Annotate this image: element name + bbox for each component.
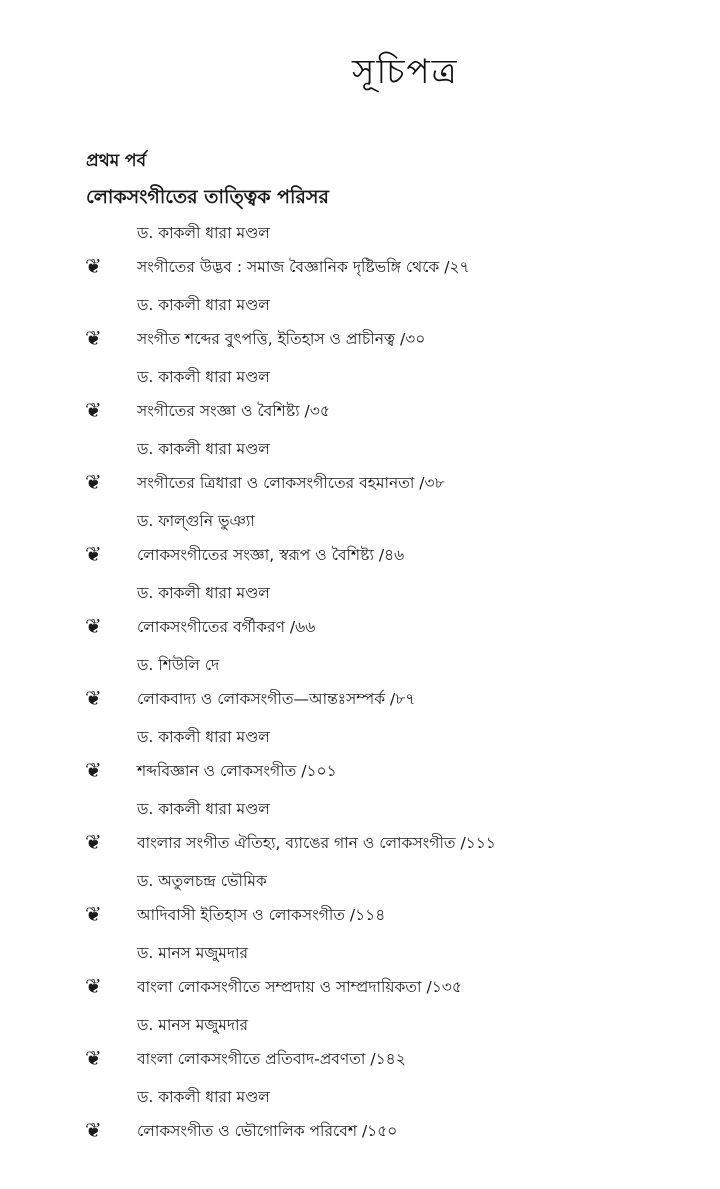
entry-page-number: /৬৬ [289,618,316,636]
entry-line [137,688,415,710]
entry-title: বাংলা লোকসংগীতে প্রতিবাদ-প্রবণতা [137,1050,366,1068]
entry-page-number: /৩৮ [419,474,445,492]
entry-page-number: /২৭ [444,258,470,276]
entry-page-number: /১১৪ [349,906,386,924]
entry-author: ড. কাকলী ধারা মণ্ডল [137,800,270,818]
heart-bullet-icon: ❦ [85,470,102,494]
entry-title: সংগীতের ত্রিধারা ও লোকসংগীতের বহমানতা [137,474,415,492]
toc-entry [0,870,720,942]
entry-line [137,976,462,998]
heart-bullet-icon: ❦ [85,1118,102,1142]
entry-line [137,832,496,854]
entry-author: ড. কাকলী ধারা মণ্ডল [137,368,270,386]
entry-line [137,1048,406,1070]
entry-author: ড. মানস মজুমদার [137,944,249,962]
entry-line [137,472,445,494]
entry-author: ড. কাকলী ধারা মণ্ডল [137,1088,270,1106]
entry-page-number: /১১১ [460,834,496,852]
entry-author: ড. কাকলী ধারা মণ্ডল [137,440,270,458]
entry-author: ড. কাকলী ধারা মণ্ডল [137,296,270,314]
entry-line [137,400,330,422]
toc-entry [0,366,720,438]
heart-bullet-icon: ❦ [85,398,102,422]
entry-page-number: /৩০ [399,330,426,348]
heart-bullet-icon: ❦ [85,326,102,350]
heart-bullet-icon: ❦ [85,686,102,710]
entry-title: সংগীত শব্দের বুৎপত্তি, ইতিহাস ও প্রাচীনত্ব [137,330,396,348]
entry-title: বাংলা লোকসংগীতে সম্প্রদায় ও সাম্প্রদায়িকতা [137,978,422,996]
entry-author: ড. কাকলী ধারা মণ্ডল [137,584,270,602]
heart-bullet-icon: ❦ [85,542,102,566]
section-title: লোকসংগীতের তাত্ত্বিক পরিসর [86,186,329,208]
entry-author: ড. কাকলী ধারা মণ্ডল [137,224,270,242]
entry-title: আদিবাসী ইতিহাস ও লোকসংগীত [137,906,345,924]
entry-title: সংগীতের সংজ্ঞা ও বৈশিষ্ট্য [137,402,300,420]
heart-bullet-icon: ❦ [85,902,102,926]
entry-line [137,328,425,350]
toc-entry [0,510,720,582]
entry-author: ড. মানস মজুমদার [137,1016,249,1034]
toc-entry [0,1014,720,1086]
entry-page-number: /৪৬ [378,546,405,564]
heart-bullet-icon: ❦ [85,974,102,998]
entry-line [137,544,404,566]
heart-bullet-icon: ❦ [85,830,102,854]
entry-page-number: /৮৭ [390,690,416,708]
entry-author: ড. ফাল্গুনি ভুঞ্যা [137,512,255,530]
heart-bullet-icon: ❦ [85,254,102,278]
page-title: সূচিপত্র [352,52,459,92]
heart-bullet-icon: ❦ [85,1046,102,1070]
table-of-contents [0,222,720,1158]
toc-entry [0,654,720,726]
entry-title: সংগীতের উদ্ভব : সমাজ বৈজ্ঞানিক দৃষ্টিভঙ্গি থেকে [137,258,440,276]
toc-entry [0,294,720,366]
toc-entry [0,222,720,294]
entry-line [137,1120,397,1142]
entry-line [137,256,470,278]
toc-entry [0,1086,720,1158]
entry-line [137,616,315,638]
toc-entry [0,798,720,870]
toc-entry [0,726,720,798]
entry-author: ড. অতুলচন্দ্র ভৌমিক [137,872,267,890]
entry-author: ড. কাকলী ধারা মণ্ডল [137,728,270,746]
entry-page-number: /৩৫ [304,402,330,420]
entry-author: ড. শিউলি দে [137,656,220,674]
part-label: প্রথম পর্ব [86,151,147,171]
toc-entry [0,582,720,654]
entry-title: লোকসংগীতের সংজ্ঞা, স্বরূপ ও বৈশিষ্ট্য [137,546,374,564]
entry-title: লোকসংগীতের বর্গীকরণ [137,618,285,636]
toc-entry [0,942,720,1014]
entry-title: বাংলার সংগীত ঐতিহ্য, ব্যাঙের গান ও লোকসংগীত [137,834,456,852]
entry-title: লোকবাদ্য ও লোকসংগীত—আন্তঃসম্পর্ক [137,690,386,708]
entry-title: লোকসংগীত ও ভৌগোলিক পরিবেশ [137,1122,357,1140]
heart-bullet-icon: ❦ [85,614,102,638]
toc-entry [0,438,720,510]
entry-line [137,904,385,926]
entry-page-number: /১৩৫ [426,978,462,996]
entry-page-number: /১০১ [301,762,337,780]
entry-title: শব্দবিজ্ঞান ও লোকসংগীত [137,762,297,780]
entry-line [137,760,337,782]
entry-page-number: /১৫০ [361,1122,398,1140]
heart-bullet-icon: ❦ [85,758,102,782]
entry-page-number: /১৪২ [370,1050,406,1068]
